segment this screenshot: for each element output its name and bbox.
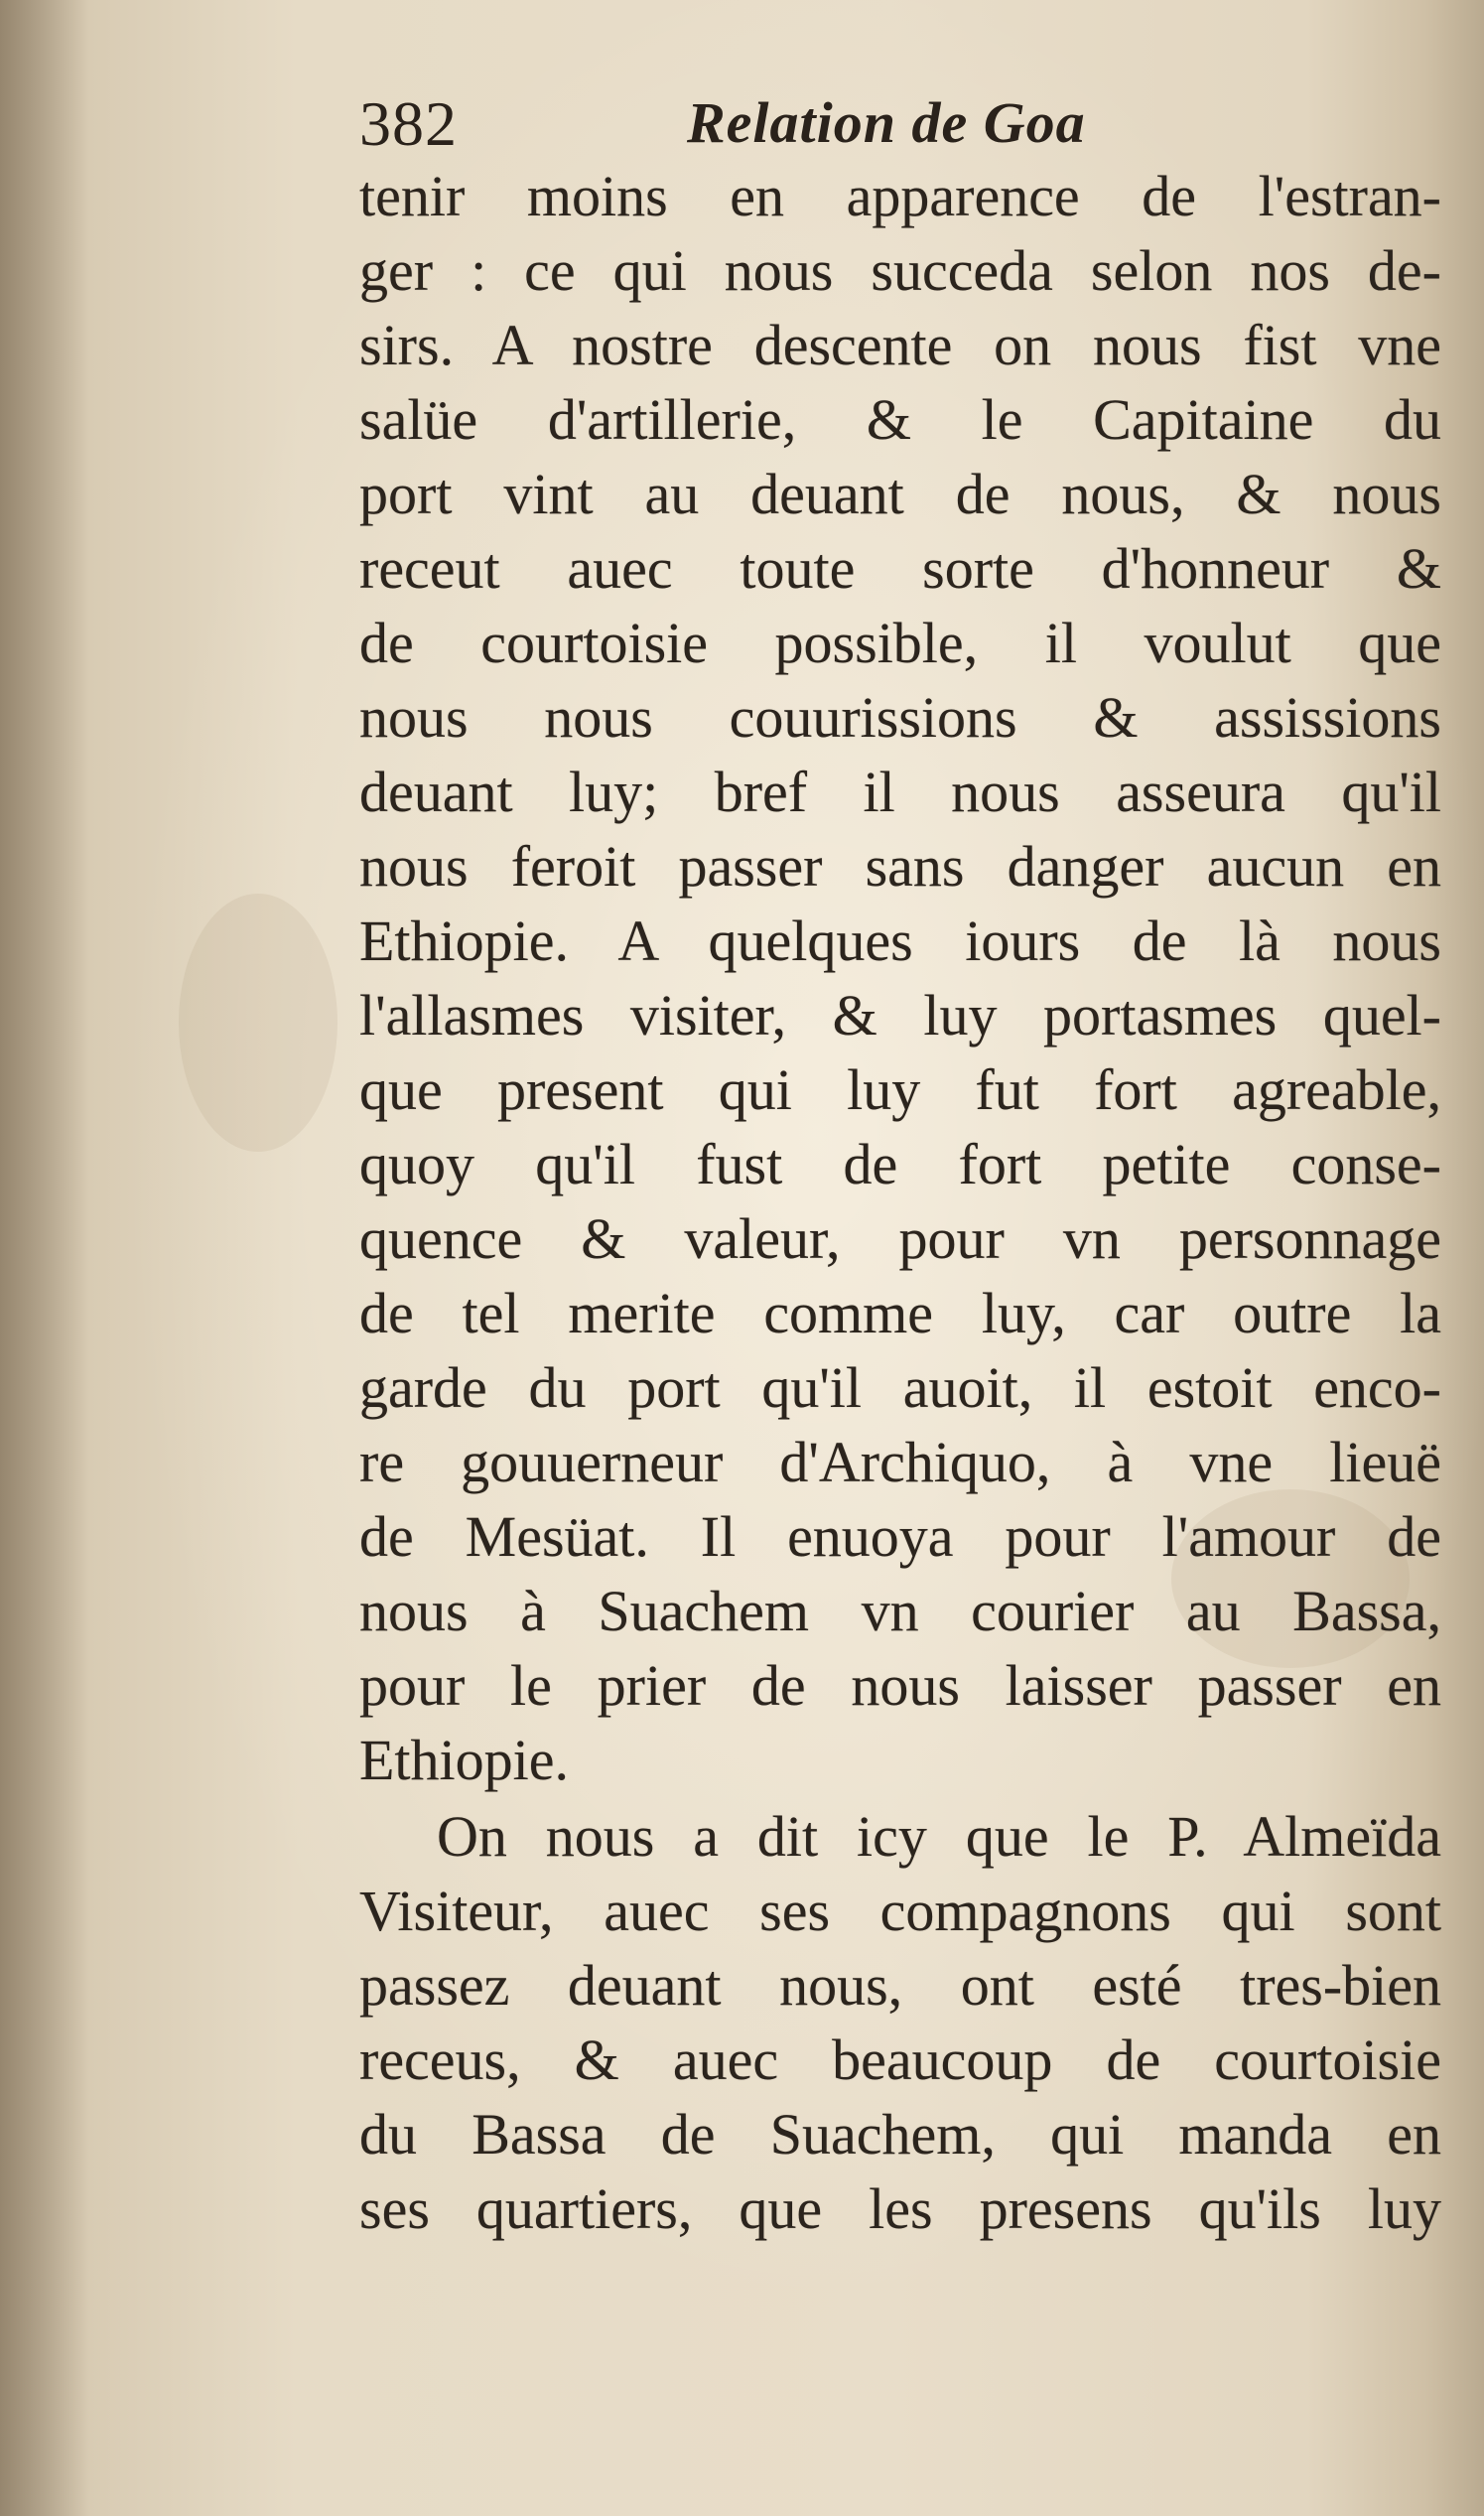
text-line: ses quartiers, que les presens qu'ils luy (359, 2176, 1441, 2241)
text-line: de tel merite comme luy, car outre la (359, 1281, 1441, 1345)
text-line: deuant luy; bref il nous asseura qu'il (359, 760, 1441, 824)
text-line: port vint au deuant de nous, & nous (359, 462, 1441, 526)
text-line: Visiteur, auec ses compagnons qui sont (359, 1879, 1441, 1943)
text-line: nous nous couurissions & assissions (359, 685, 1441, 750)
page-number: 382 (359, 88, 458, 159)
text-line: salüe d'artillerie, & le Capitaine du (359, 387, 1441, 452)
text-line: tenir moins en apparence de l'estran- (359, 164, 1441, 228)
text-line: l'allasmes visiter, & luy portasmes quel- (359, 983, 1441, 1048)
text-line-paragraph-end: Ethiopie. (359, 1728, 570, 1792)
text-line: de Mesüat. Il enuoya pour l'amour de (359, 1504, 1441, 1569)
binding-shadow (0, 0, 89, 2516)
text-line: que present qui luy fut fort agreable, (359, 1057, 1441, 1122)
text-line: de courtoisie possible, il voulut que (359, 611, 1441, 675)
running-title: Relation de Goa (687, 90, 1086, 155)
text-line-paragraph-start: On nous a dit icy que le P. Almeïda (437, 1804, 1441, 1869)
text-line: du Bassa de Suachem, qui manda en (359, 2102, 1441, 2167)
text-line: quence & valeur, pour vn personnage (359, 1206, 1441, 1271)
text-line: passez deuant nous, ont esté tres-bien (359, 1953, 1441, 2018)
text-line: receus, & auec beaucoup de courtoisie (359, 2027, 1441, 2092)
text-line: nous feroit passer sans danger aucun en (359, 834, 1441, 899)
paper-stain (179, 894, 337, 1152)
text-line: quoy qu'il fust de fort petite conse- (359, 1132, 1441, 1196)
text-line: Ethiopie. A quelques iours de là nous (359, 909, 1441, 973)
text-line: pour le prier de nous laisser passer en (359, 1653, 1441, 1718)
text-line: re gouuerneur d'Archiquo, à vne lieuë (359, 1430, 1441, 1494)
text-line: sirs. A nostre descente on nous fist vne (359, 313, 1441, 377)
body-text (359, 159, 1441, 2246)
text-line: garde du port qu'il auoit, il estoit enco- (359, 1355, 1441, 1420)
text-line: nous à Suachem vn courier au Bassa, (359, 1579, 1441, 1643)
page-header (359, 79, 1144, 169)
text-line: ger : ce qui nous succeda selon nos de- (359, 238, 1441, 303)
text-line: receut auec toute sorte d'honneur & (359, 536, 1441, 601)
